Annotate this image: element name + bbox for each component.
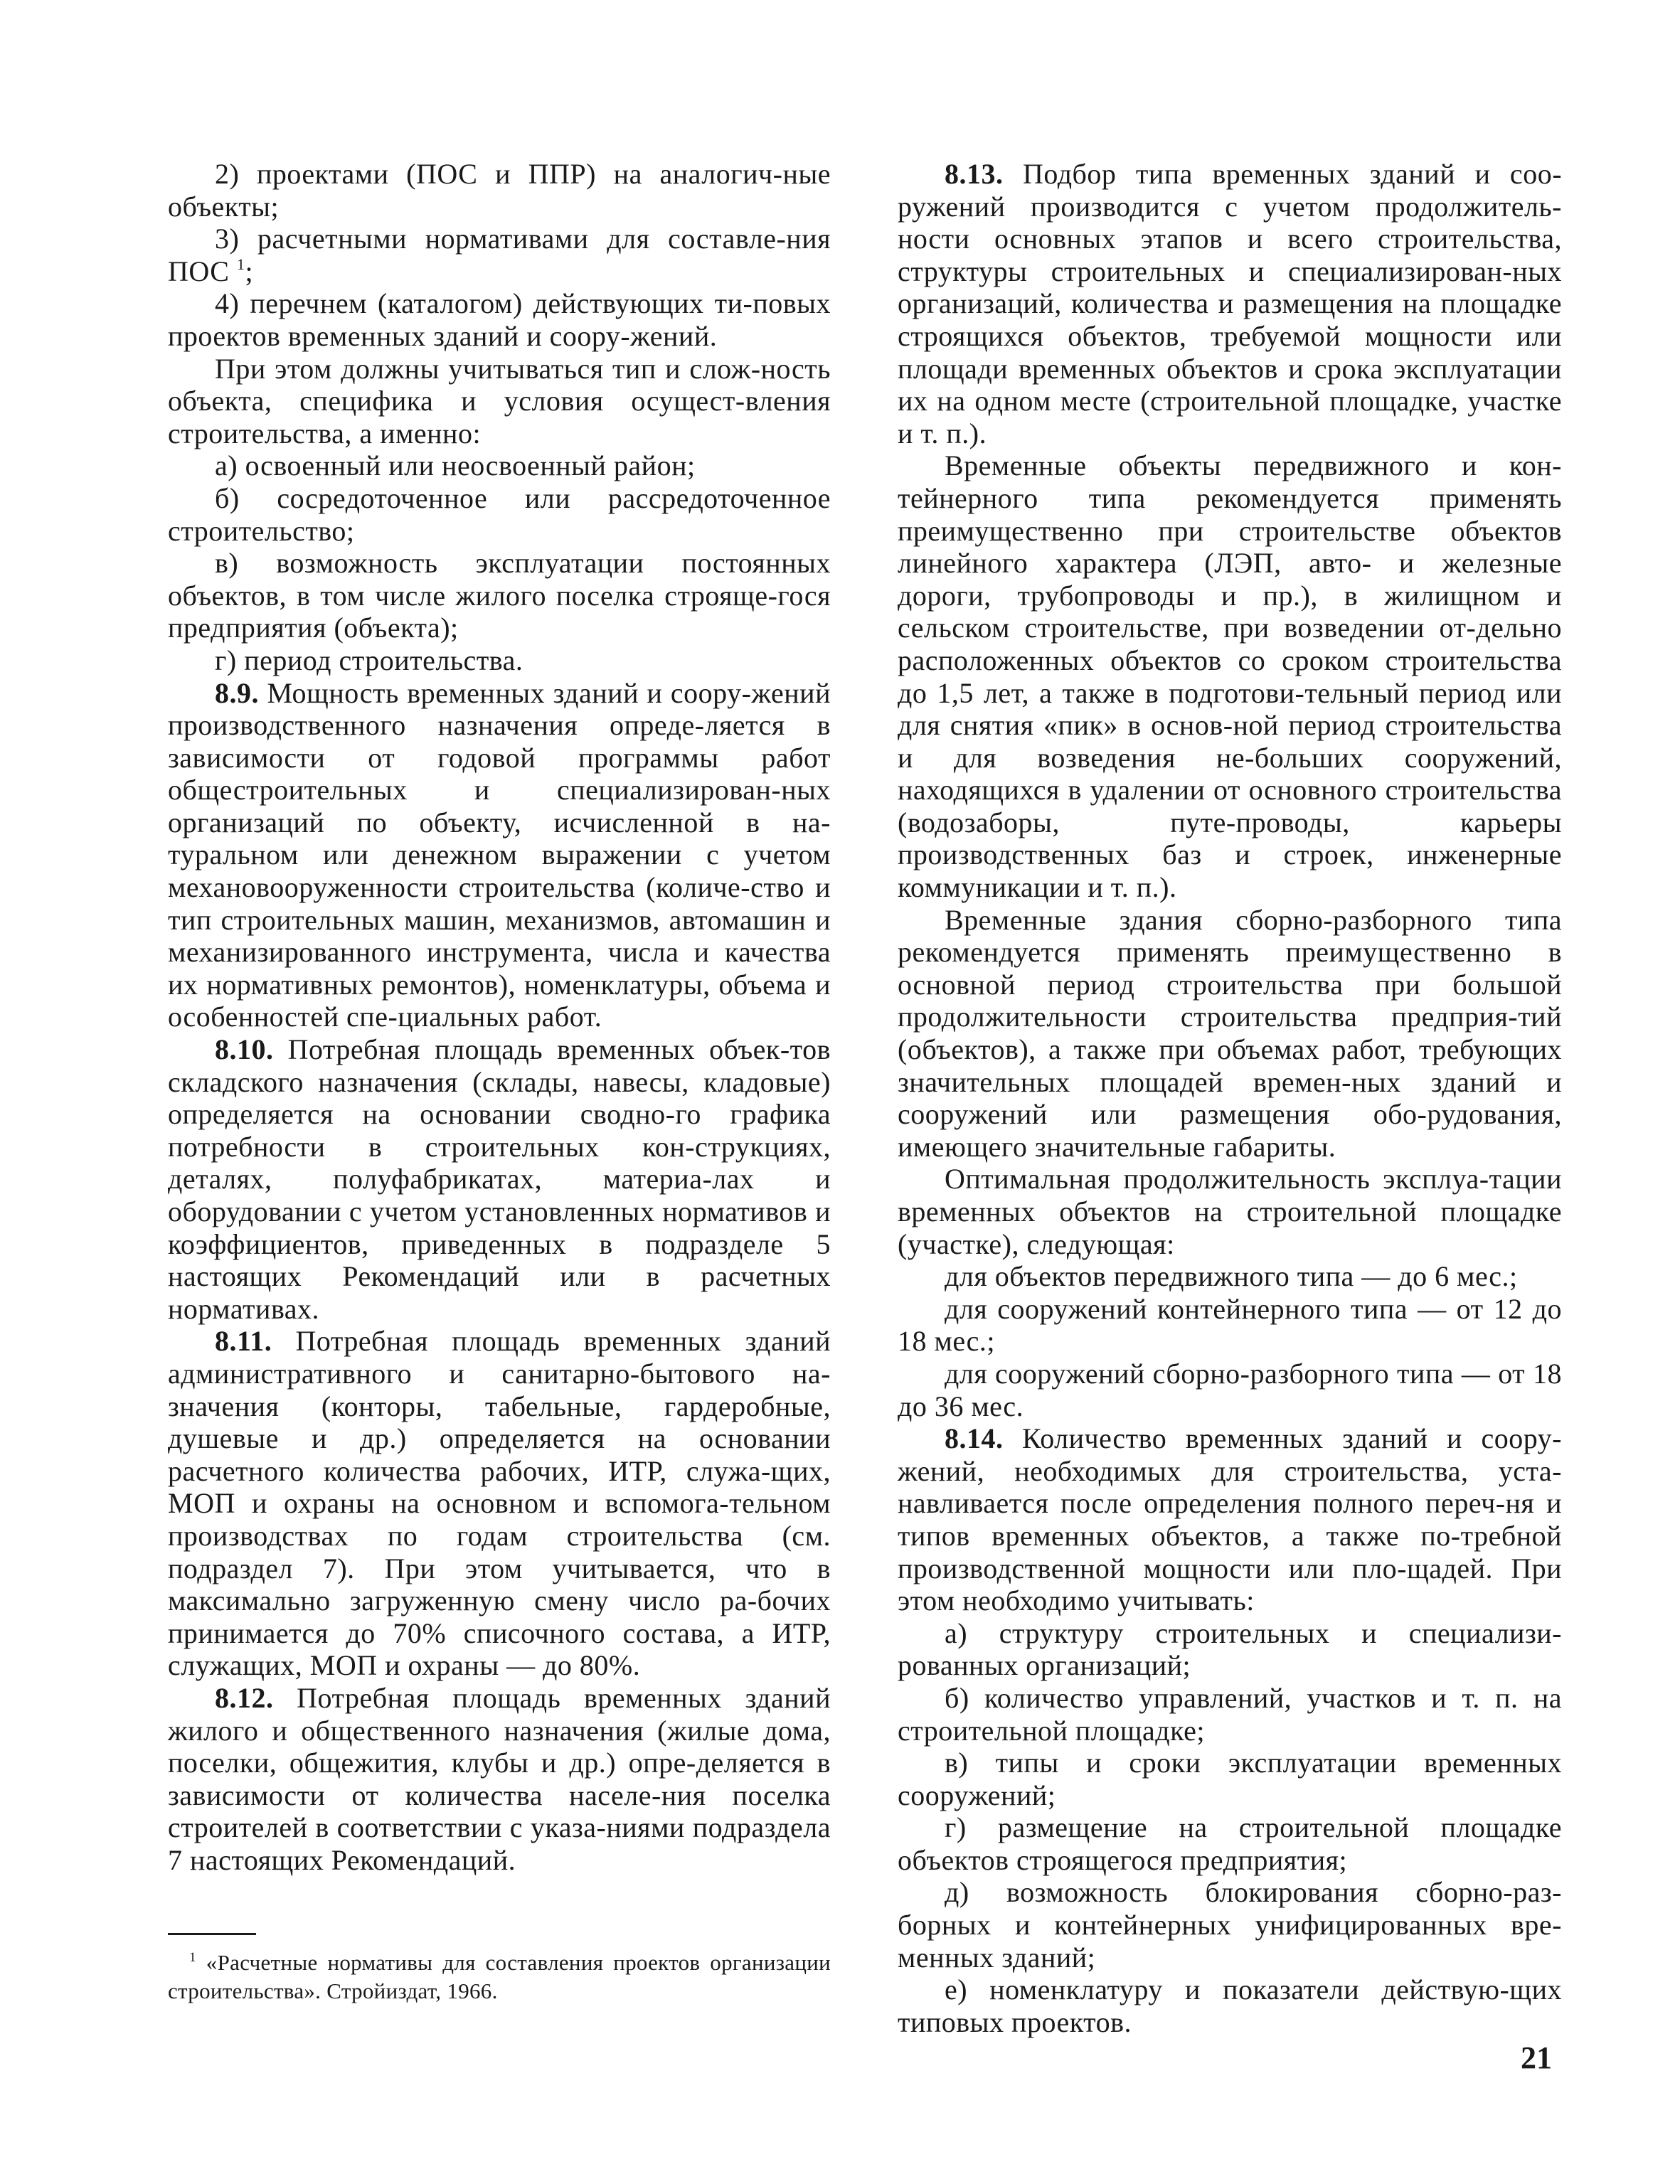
list-item: для сооружений сборно-разборного типа — от 18 до 36 мес. — [898, 1357, 1562, 1422]
clause-8-11: 8.11. Потребная площадь временных зданий административного и санитарно-бытового на-значения (конторы, табельные, гардеробные, душевые и др.) определяется на основании расчетного количества рабочих, ИТР, служа-щих, МОП и охраны на основном и вспомога-тельном производствах по годам строительства (см. подраздел 7). При этом учитывается, что в максимально загруженную смену число ра-бочих принимается до 70% списочного состава, а ИТР, служащих, МОП и охраны — до 80%. — [168, 1325, 831, 1682]
clause-8-10: 8.10. Потребная площадь временных объек-тов складского назначения (склады, навесы, кладовые) определяется на основании сводно-го графика потребности в строительных кон-струкциях, деталях, полуфабрикатах, материа-лах и оборудовании с учетом установленных нормативов и коэффициентов, приведенных в подразделе 5 настоящих Рекомендаций или в расчетных нормативах. — [168, 1033, 831, 1325]
footnote-divider — [168, 1933, 256, 1935]
list-item: е) номенклатуру и показатели действую-щих типовых проектов. — [898, 1973, 1562, 2038]
clause-number: 8.12. — [215, 1681, 274, 1714]
list-item: в) типы и сроки эксплуатации временных сооружений; — [898, 1747, 1562, 1811]
footnote-reference: 1 — [236, 255, 245, 273]
list-item: а) структуру строительных и специализи-рованных организаций; — [898, 1616, 1562, 1682]
list-item: б) сосредоточенное или рассредоточенное строительство; — [168, 481, 831, 547]
list-item: для сооружений контейнерного типа — от 12 до 18 мес.; — [898, 1292, 1562, 1358]
footnote-text: «Расчетные нормативы для составления проектов организации строительства». Стройиздат, 1966. — [168, 1950, 831, 2003]
clause-8-14: 8.14. Количество временных зданий и соору-жений, необходимых для строительства, уста-навливается после определения полного переч-ня и типов временных объектов, а также по-требной производственной мощности или пло-щадей. При этом необходимо учитывать: — [898, 1422, 1562, 1617]
list-item: б) количество управлений, участков и т. п. на строительной площадке; — [898, 1681, 1562, 1747]
list-item: д) возможность блокирования сборно-раз-борных и контейнерных унифицированных вре-менных зданий; — [898, 1876, 1562, 1973]
paragraph: Временные здания сборно-разборного типа рекомендуется применять преимущественно в основной период строительства при большой продолжительности строительства предприя-тий (объектов), а также при объемах работ, требующих значительных площадей времен-ных зданий и сооружений или размещения обо-рудования, имеющего значительные габариты. — [898, 903, 1562, 1163]
clause-8-9: 8.9. Мощность временных зданий и соору-жений производственного назначения опреде-ляется в зависимости от годовой программы работ общестроительных и специализирован-ных организаций по объекту, исчисленной в на-туральном или денежном выражении с учетом механовооруженности строительства (количе-ство и тип строительных машин, механизмов, автомашин и механизированного инструмента, числа и качества их нормативных ремонтов), номенклатуры, объема и особенностей спе-циальных работ. — [168, 676, 831, 1033]
right-column — [898, 158, 1562, 2038]
footnote-mark: 1 — [189, 1950, 196, 1965]
list-item: в) возможность эксплуатации постоянных объектов, в том числе жилого поселка строяще-гося предприятия (объекта); — [168, 547, 831, 644]
paragraph: 3) расчетными нормативами для составле-ния ПОС $^1$; — [168, 223, 831, 287]
page-number: 21 — [1521, 2040, 1552, 2075]
paragraph: 4) перечнем (каталогом) действующих ти-повых проектов временных зданий и соору-жений. — [168, 287, 831, 352]
list-item: а) освоенный или неосвоенный район; — [215, 449, 696, 482]
list-item: г) период строительства. — [215, 644, 523, 676]
clause-number: 8.14. — [945, 1422, 1004, 1455]
clause-number: 8.13. — [945, 158, 1004, 190]
paragraph: При этом должны учитываться тип и слож-ность объекта, специфика и условия осущест-вления строительства, а именно: — [168, 352, 831, 449]
paragraph: 2) проектами (ПОС и ППР) на аналогич-ные объекты; — [168, 158, 831, 223]
clause-8-12: 8.12. Потребная площадь временных зданий жилого и общественного назначения (жилые дома, поселки, общежития, клубы и др.) опре-деляется в зависимости от количества населе-ния поселка строителей в соответствии с указа-ниями подраздела 7 настоящих Рекомендаций. — [168, 1681, 831, 1876]
clause-8-13: 8.13. Подбор типа временных зданий и соо-ружений производится с учетом продолжитель-ности основных этапов и всего строительства, структуры строительных и специализирован-ных организаций, количества и размещения на площадке строящихся объектов, требуемой мощности или площади временных объектов и срока эксплуатации их на одном месте (строительной площадке, участке и т. п.). — [898, 158, 1563, 449]
paragraph: Временные объекты передвижного и кон-тейнерного типа рекомендуется применять преимущественно при строительстве объектов линейного характера (ЛЭП, авто- и железные дороги, трубопроводы и пр.), в жилищном и сельском строительстве, при возведении от-дельно расположенных объектов со сроком строительства до 1,5 лет, а также в подготови-тельный период или для снятия «пик» в основ-ной период строительства и для возведения не-больших сооружений, находящихся в удалении от основного строительства (водозаборы, путе-проводы, карьеры производственных баз и строек, инженерные коммуникации и т. п.). — [898, 449, 1562, 904]
list-item: г) размещение на строительной площадке объектов строящегося предприятия; — [898, 1811, 1562, 1876]
clause-number: 8.10. — [215, 1033, 274, 1066]
footnote — [168, 1949, 831, 2005]
clause-number: 8.9. — [215, 676, 259, 709]
list-item: для объектов передвижного типа — до 6 мес.; — [945, 1260, 1518, 1293]
left-column — [168, 158, 831, 1876]
paragraph: Оптимальная продолжительность эксплуа-тации временных объектов на строительной площадке (участке), следующая: — [898, 1163, 1562, 1260]
clause-number: 8.11. — [215, 1325, 272, 1358]
